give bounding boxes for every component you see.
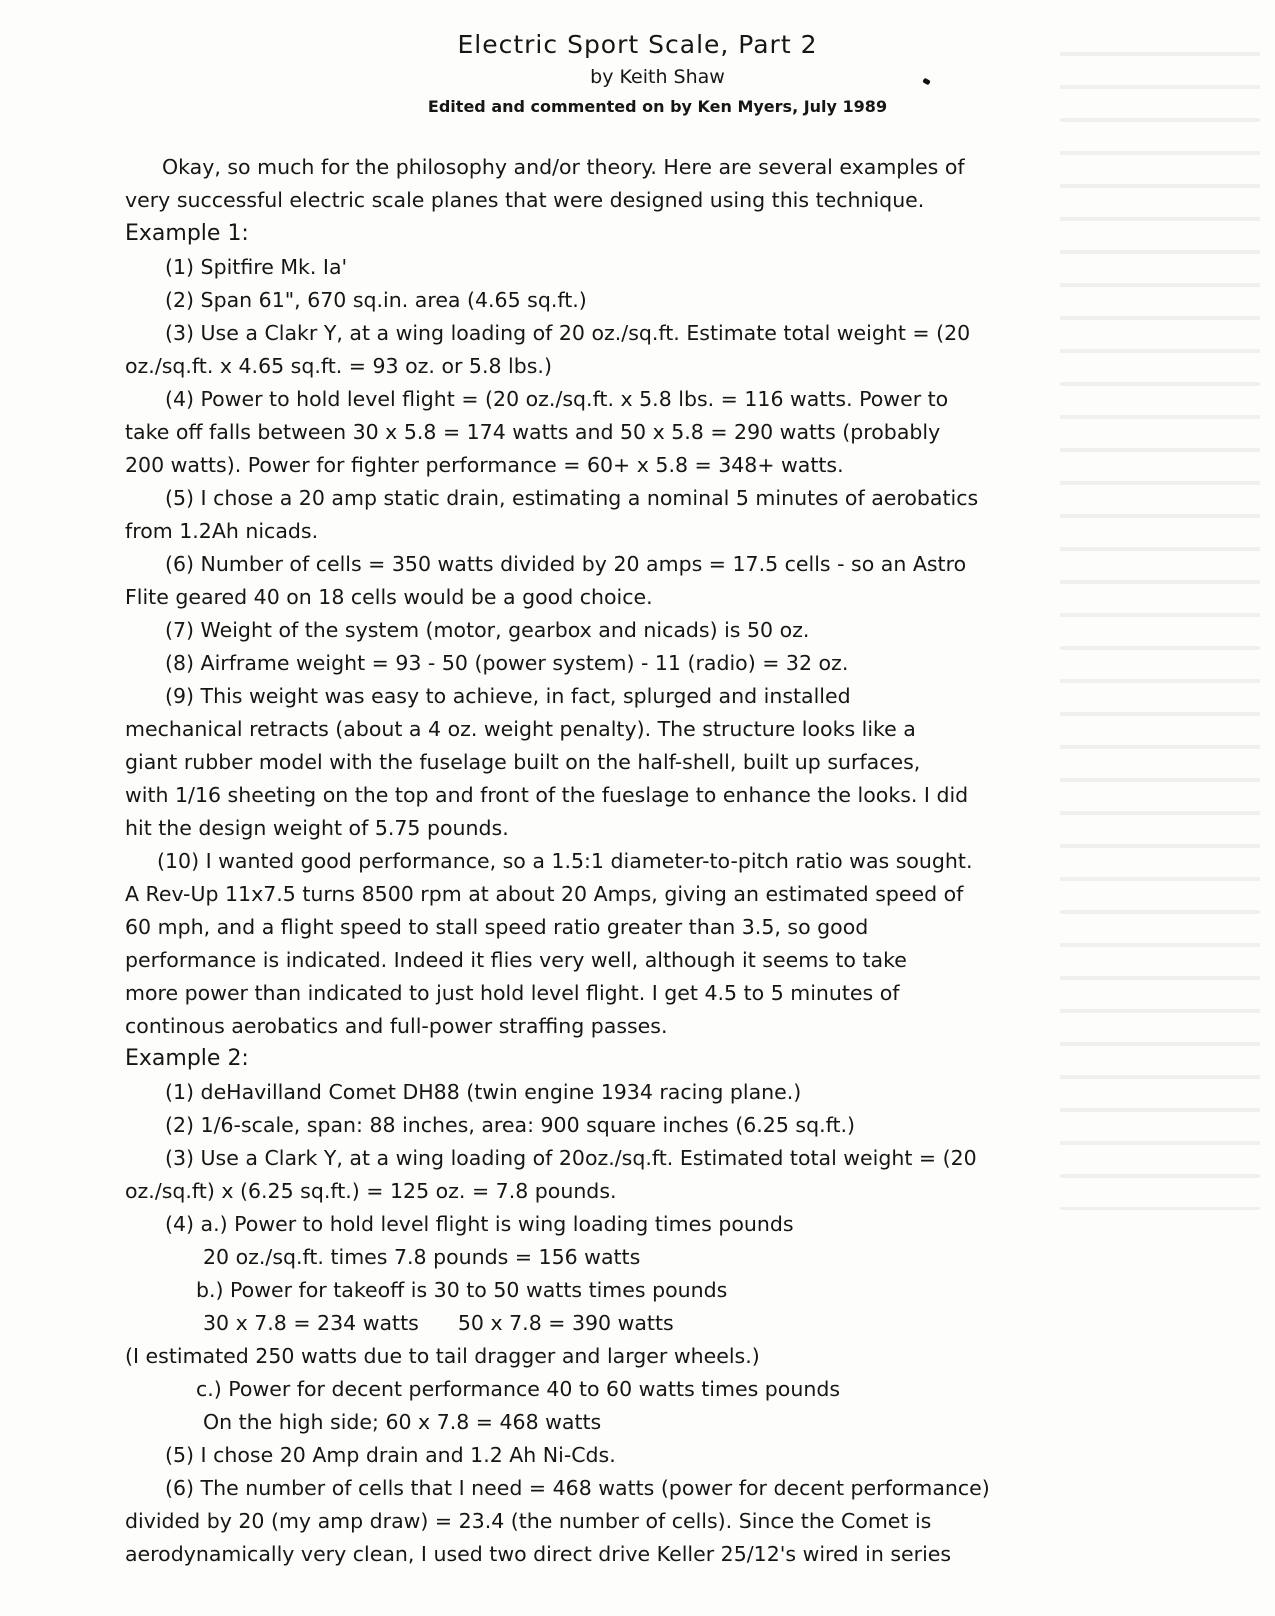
example1-line: more power than indicated to just hold level flight. I get 4.5 to 5 minutes of: [125, 981, 900, 1005]
example2-line: oz./sq.ft) x (6.25 sq.ft.) = 125 oz. = 7.8 pounds.: [125, 1179, 617, 1203]
example2-line: aerodynamically very clean, I used two direct drive Keller 25/12's wired in series: [125, 1542, 952, 1566]
example1-line: (4) Power to hold level flight = (20 oz./sq.ft. x 5.8 lbs. = 116 watts. Power to: [165, 387, 949, 411]
example1-line: A Rev-Up 11x7.5 turns 8500 rpm at about 20 Amps, giving an estimated speed of: [125, 882, 964, 906]
example1-line: (7) Weight of the system (motor, gearbox and nicads) is 50 oz.: [165, 618, 810, 642]
example2-line: (4) a.) Power to hold level flight is wing loading times pounds: [165, 1212, 794, 1236]
example2-line: b.) Power for takeoff is 30 to 50 watts times pounds: [196, 1278, 728, 1302]
author-byline: by Keith Shaw: [590, 66, 725, 88]
example2-line: (I estimated 250 watts due to tail dragger and larger wheels.): [125, 1344, 760, 1368]
example1-line: (3) Use a Clakr Y, at a wing loading of 20 oz./sq.ft. Estimate total weight = (20: [165, 321, 971, 345]
example1-line: (1) Spitfire Mk. Ia': [165, 255, 348, 279]
example1-line: from 1.2Ah nicads.: [125, 519, 319, 543]
example1-line: (2) Span 61", 670 sq.in. area (4.65 sq.ft.): [165, 288, 587, 312]
example2-line: (2) 1/6-scale, span: 88 inches, area: 900 square inches (6.25 sq.ft.): [165, 1113, 856, 1137]
example1-line: performance is indicated. Indeed it flies very well, although it seems to take: [125, 948, 907, 972]
example1-line: (10) I wanted good performance, so a 1.5:1 diameter-to-pitch ratio was sought.: [157, 849, 973, 873]
intro-line: very successful electric scale planes that were designed using this technique.: [125, 188, 925, 212]
example2-line: 20 oz./sq.ft. times 7.8 pounds = 156 watts: [203, 1245, 641, 1269]
example1-line: Flite geared 40 on 18 cells would be a good choice.: [125, 585, 653, 609]
example2-line: divided by 20 (my amp draw) = 23.4 (the number of cells). Since the Comet is: [125, 1509, 932, 1533]
example1-heading: Example 1:: [125, 221, 249, 246]
example1-line: take off falls between 30 x 5.8 = 174 watts and 50 x 5.8 = 290 watts (probably: [125, 420, 941, 444]
example1-line: (6) Number of cells = 350 watts divided by 20 amps = 17.5 cells - so an Astro: [165, 552, 967, 576]
example1-line: with 1/16 sheeting on the top and front of the fueslage to enhance the looks. I did: [125, 783, 969, 807]
example1-line: 60 mph, and a flight speed to stall speed ratio greater than 3.5, so good: [125, 915, 869, 939]
example1-line: (8) Airframe weight = 93 - 50 (power system) - 11 (radio) = 32 oz.: [165, 651, 849, 675]
example1-line: (5) I chose a 20 amp static drain, estimating a nominal 5 minutes of aerobatics: [165, 486, 979, 510]
document-title: Electric Sport Scale, Part 2: [457, 30, 818, 59]
example1-line: 200 watts). Power for fighter performance = 60+ x 5.8 = 348+ watts.: [125, 453, 844, 477]
example1-line: (9) This weight was easy to achieve, in fact, splurged and installed: [165, 684, 851, 708]
example2-line: (6) The number of cells that I need = 468 watts (power for decent performance): [165, 1476, 990, 1500]
example1-line: giant rubber model with the fuselage built on the half-shell, built up surfaces,: [125, 750, 921, 774]
example2-line: (5) I chose 20 Amp drain and 1.2 Ah Ni-Cds.: [165, 1443, 616, 1467]
bleed-through-text: [1060, 30, 1260, 1210]
intro-line: Okay, so much for the philosophy and/or theory. Here are several examples of: [162, 155, 965, 179]
example2-line: (3) Use a Clark Y, at a wing loading of 20oz./sq.ft. Estimated total weight = (20: [165, 1146, 977, 1170]
example1-line: hit the design weight of 5.75 pounds.: [125, 816, 509, 840]
example2-line: (1) deHavilland Comet DH88 (twin engine 1934 racing plane.): [165, 1080, 802, 1104]
example1-line: mechanical retracts (about a 4 oz. weight penalty). The structure looks like a: [125, 717, 916, 741]
example1-line: oz./sq.ft. x 4.65 sq.ft. = 93 oz. or 5.8 lbs.): [125, 354, 552, 378]
example2-heading: Example 2:: [125, 1046, 249, 1071]
example2-line: c.) Power for decent performance 40 to 60 watts times pounds: [196, 1377, 841, 1401]
example1-line: continous aerobatics and full-power straffing passes.: [125, 1014, 668, 1038]
example2-line: 30 x 7.8 = 234 watts 50 x 7.8 = 390 watts: [203, 1311, 674, 1335]
example2-line: On the high side; 60 x 7.8 = 468 watts: [203, 1410, 602, 1434]
edit-note: Edited and commented on by Ken Myers, July 1989: [427, 97, 888, 116]
